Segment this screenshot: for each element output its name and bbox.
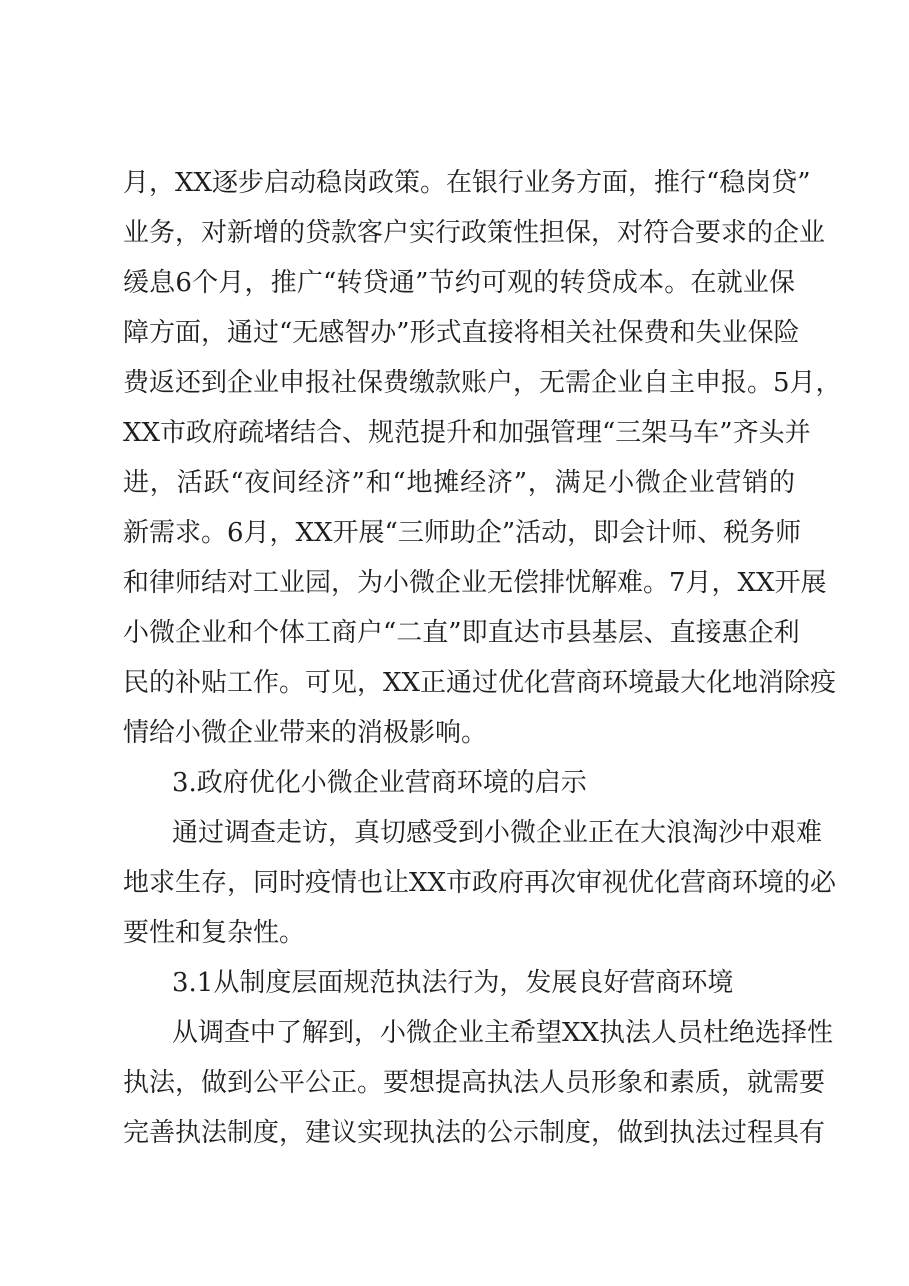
paragraph-line: 费返还到企业申报社保费缴款账户，无需企业自主申报。5月， xyxy=(123,368,842,398)
paragraph-line: 从调查中了解到，小微企业主希望XX执法人员杜绝选择性 xyxy=(172,1018,834,1048)
paragraph-line: 障方面，通过“无感智办”形式直接将相关社保费和失业保险 xyxy=(123,318,800,348)
paragraph-line: XX市政府疏堵结合、规范提升和加强管理“三架马车”齐头并 xyxy=(123,418,811,448)
paragraph-line: 要性和复杂性。 xyxy=(123,918,306,948)
paragraph-line: 民的补贴工作。可见，XX正通过优化营商环境最大化地消除疫 xyxy=(123,668,837,698)
paragraph-line: 执法，做到公平公正。要想提高执法人员形象和素质，就需要 xyxy=(123,1068,826,1098)
section-heading: 3.政府优化小微企业营商环境的启示 xyxy=(172,768,587,798)
paragraph-line: 通过调查走访，真切感受到小微企业正在大浪淘沙中艰难 xyxy=(172,818,823,848)
paragraph-line: 完善执法制度，建议实现执法的公示制度，做到执法过程具有 xyxy=(123,1118,826,1148)
paragraph-line: 和律师结对工业园，为小微企业无偿排忧解难。7月，XX开展 xyxy=(123,568,827,598)
paragraph-line: 进，活跃“夜间经济”和“地摊经济”，满足小微企业营销的 xyxy=(123,468,795,498)
paragraph-line: 地求生存，同时疫情也让XX市政府再次审视优化营商环境的必 xyxy=(123,868,837,898)
paragraph-line: 月，XX逐步启动稳岗政策。在银行业务方面，推行“稳岗贷” xyxy=(123,168,811,198)
paragraph-line: 业务，对新增的贷款客户实行政策性担保，对符合要求的企业 xyxy=(123,218,826,248)
paragraph-line: 新需求。6月，XX开展“三师助企”活动，即会计师、税务师 xyxy=(123,518,802,548)
subsection-heading: 3.1从制度层面规范执法行为，发展良好营商环境 xyxy=(172,968,734,998)
paragraph-line: 缓息6个月，推广“转贷通”节约可观的转贷成本。在就业保 xyxy=(123,268,795,298)
paragraph-line: 情给小微企业带来的消极影响。 xyxy=(123,718,488,748)
paragraph-line: 小微企业和个体工商户“二直”即直达市县基层、直接惠企利 xyxy=(123,618,800,648)
